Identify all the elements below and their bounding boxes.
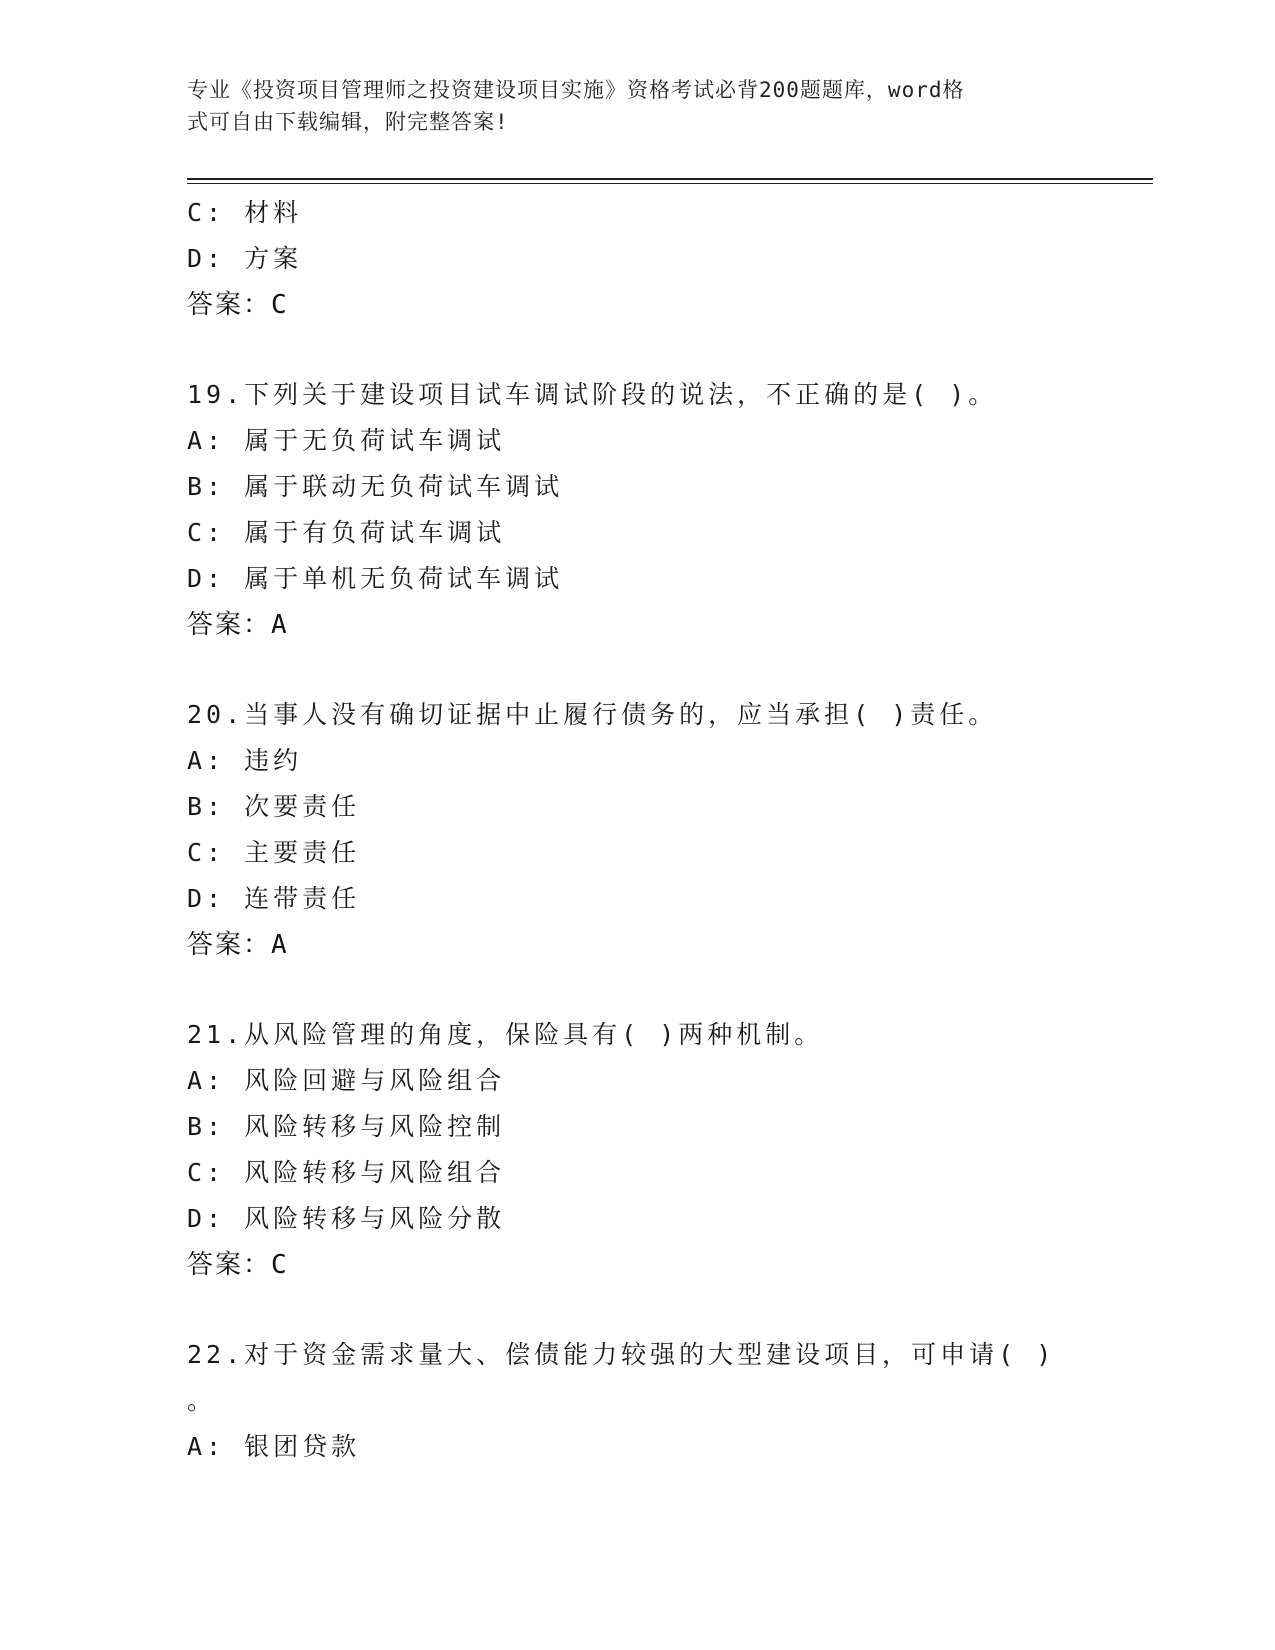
question-21 [187, 1012, 1127, 1288]
question-stem: 22.对于资金需求量大、偿债能力较强的大型建设项目，可申请( ) [187, 1340, 1056, 1369]
header-rule-thick [187, 178, 1153, 180]
document-content [187, 190, 1127, 1470]
header-title-line-2: 式可自由下载编辑，附完整答案! [187, 110, 509, 134]
option-c: C: 材料 [187, 198, 303, 227]
document-header [187, 74, 1067, 138]
header-rule-thin [187, 183, 1153, 184]
question-19 [187, 372, 1127, 648]
spacer [187, 648, 1127, 692]
question-stem-continuation: 。 [187, 1386, 217, 1415]
answer: 答案：A [187, 610, 289, 640]
option-d: D: 属于单机无负荷试车调试 [187, 564, 564, 593]
option-c: C: 主要责任 [187, 838, 361, 867]
spacer [187, 968, 1127, 1012]
option-c: C: 属于有负荷试车调试 [187, 518, 506, 547]
option-b: B: 风险转移与风险控制 [187, 1112, 506, 1141]
answer: 答案：C [187, 290, 289, 320]
question-20 [187, 692, 1127, 968]
partial-question-18 [187, 190, 1127, 328]
option-d: D: 连带责任 [187, 884, 361, 913]
header-title-line-1: 专业《投资项目管理师之投资建设项目实施》资格考试必背200题题库，word格 [187, 78, 965, 102]
answer: 答案：C [187, 1250, 289, 1280]
answer: 答案：A [187, 930, 289, 960]
option-d: D: 方案 [187, 244, 303, 273]
option-d: D: 风险转移与风险分散 [187, 1204, 506, 1233]
option-c: C: 风险转移与风险组合 [187, 1158, 506, 1187]
option-b: B: 属于联动无负荷试车调试 [187, 472, 564, 501]
option-a: A: 违约 [187, 746, 303, 775]
spacer [187, 1288, 1127, 1332]
question-stem: 20.当事人没有确切证据中止履行债务的，应当承担( )责任。 [187, 700, 998, 729]
question-22 [187, 1332, 1127, 1470]
option-a: A: 风险回避与风险组合 [187, 1066, 506, 1095]
spacer [187, 328, 1127, 372]
option-b: B: 次要责任 [187, 792, 361, 821]
option-a: A: 属于无负荷试车调试 [187, 426, 506, 455]
option-a: A: 银团贷款 [187, 1432, 361, 1461]
question-stem: 21.从风险管理的角度，保险具有( )两种机制。 [187, 1020, 824, 1049]
question-stem: 19.下列关于建设项目试车调试阶段的说法，不正确的是( )。 [187, 380, 998, 409]
